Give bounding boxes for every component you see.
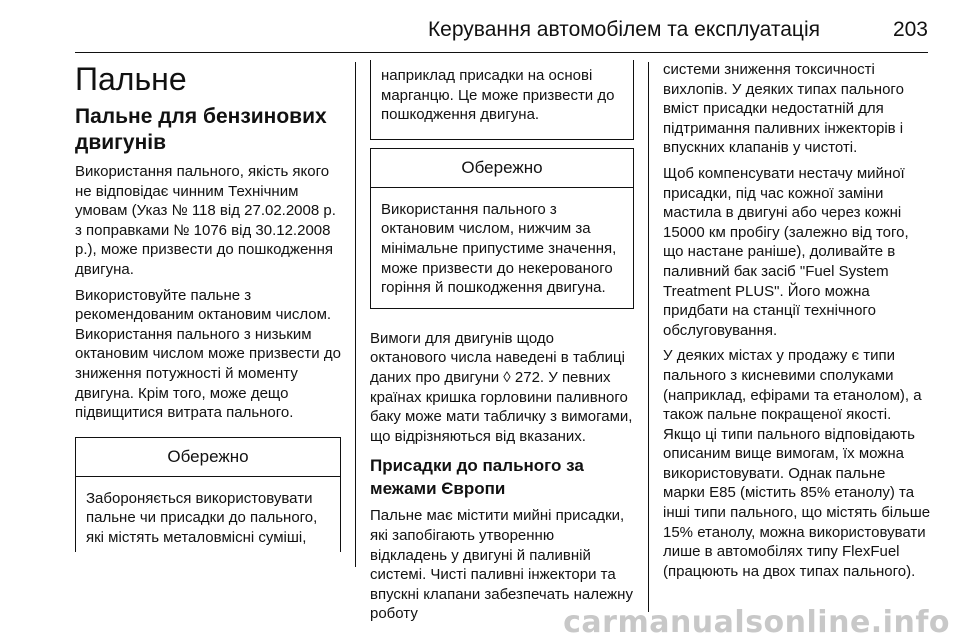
column-1 <box>75 60 341 552</box>
warning-text: Використання пального з октановим числом, нижчим за мінімальне припустиме значення, може призвести до некерованого горіння й пошкодження двигуна. <box>381 200 617 297</box>
subsection-title: Пальне для бензинових двигунів <box>75 105 327 154</box>
paragraph: Використовуйте пальне з рекомендованим октановим числом. Використання пального з низьким октановим числом може призвести до зниження потужності й моменту двигуна. Крім того, може дещо підвищитися витрата пального. <box>75 286 341 422</box>
paragraph: Вимоги для двигунів щодо октанового числа наведені в таблиці даних про двигуни ◊ 272. У певних країнах кришка горловини паливного баку може мати табличку з вимогами, що відрізняються від вказаних. <box>370 329 633 445</box>
warning-box <box>75 437 341 552</box>
page-number: 203 <box>892 18 928 41</box>
page-header <box>75 12 928 53</box>
warning-title: Обережно <box>371 149 633 188</box>
warning-title: Обережно <box>76 438 340 477</box>
section-title: Пальне <box>75 61 187 97</box>
paragraph: Використання пального, якість якого не відповідає чинним Технічним умовам (Указ № 118 від 27.02.2008 р. з поправками № 1076 від 30.12.2008 р.), може призвести до пошкодження двигуна. <box>75 163 336 278</box>
paragraph: Пальне має містити мийні присадки, які запобігають утворенню відкладень у двигуні й паливній системі. Чисті паливні інжектори та впускні клапани забезпечать належну роботу <box>370 507 633 623</box>
column-divider-2 <box>648 62 649 612</box>
paragraph: У деяких містах у продажу є типи пального з кисневими сполуками (наприклад, ефірами та етанолом), а також пальне покращеної якості. Якщо ці типи пального відповідають описаним вище вимогам, їх можна використовувати. Однак пальне марки E85 (містить 85% етанолу) та інші типи пального, що містять більше 15% етанолу, можна використовувати лише в автомобілях типу FlexFuel (працюють на двох типах пального). <box>663 347 931 580</box>
subsection-title: Присадки до пального за межами Європи <box>370 456 584 499</box>
chapter-title: Керування автомобілем та експлуатація <box>427 18 820 41</box>
warning-box <box>370 148 634 309</box>
column-2 <box>370 60 634 630</box>
watermark: carmanualsonline.info <box>563 605 950 640</box>
paragraph: Щоб компенсувати нестачу мийної присадки, під час кожної заміни мастила в двигуні або через кожні 15000 км пробігу (залежно від того, що настане раніше), доливайте в паливний бак засіб "Fuel System Treatment PLUS". Його можна придбати на станції технічного обслуговування. <box>663 164 909 339</box>
column-divider-1 <box>355 62 356 567</box>
paragraph: системи зниження токсичності вихлопів. У деяких типах пального вміст присадки недостатній для підтримання паливних інжекторів і впускних клапанів у чистоті. <box>663 61 904 157</box>
column-3 <box>663 60 931 587</box>
warning-box-continued: наприклад присадки на основі марганцю. Це може призвести до пошкодження двигуна. <box>370 60 634 140</box>
warning-text: Забороняється використовувати пальне чи присадки до пального, які містять металовмісні суміші, <box>86 489 318 546</box>
